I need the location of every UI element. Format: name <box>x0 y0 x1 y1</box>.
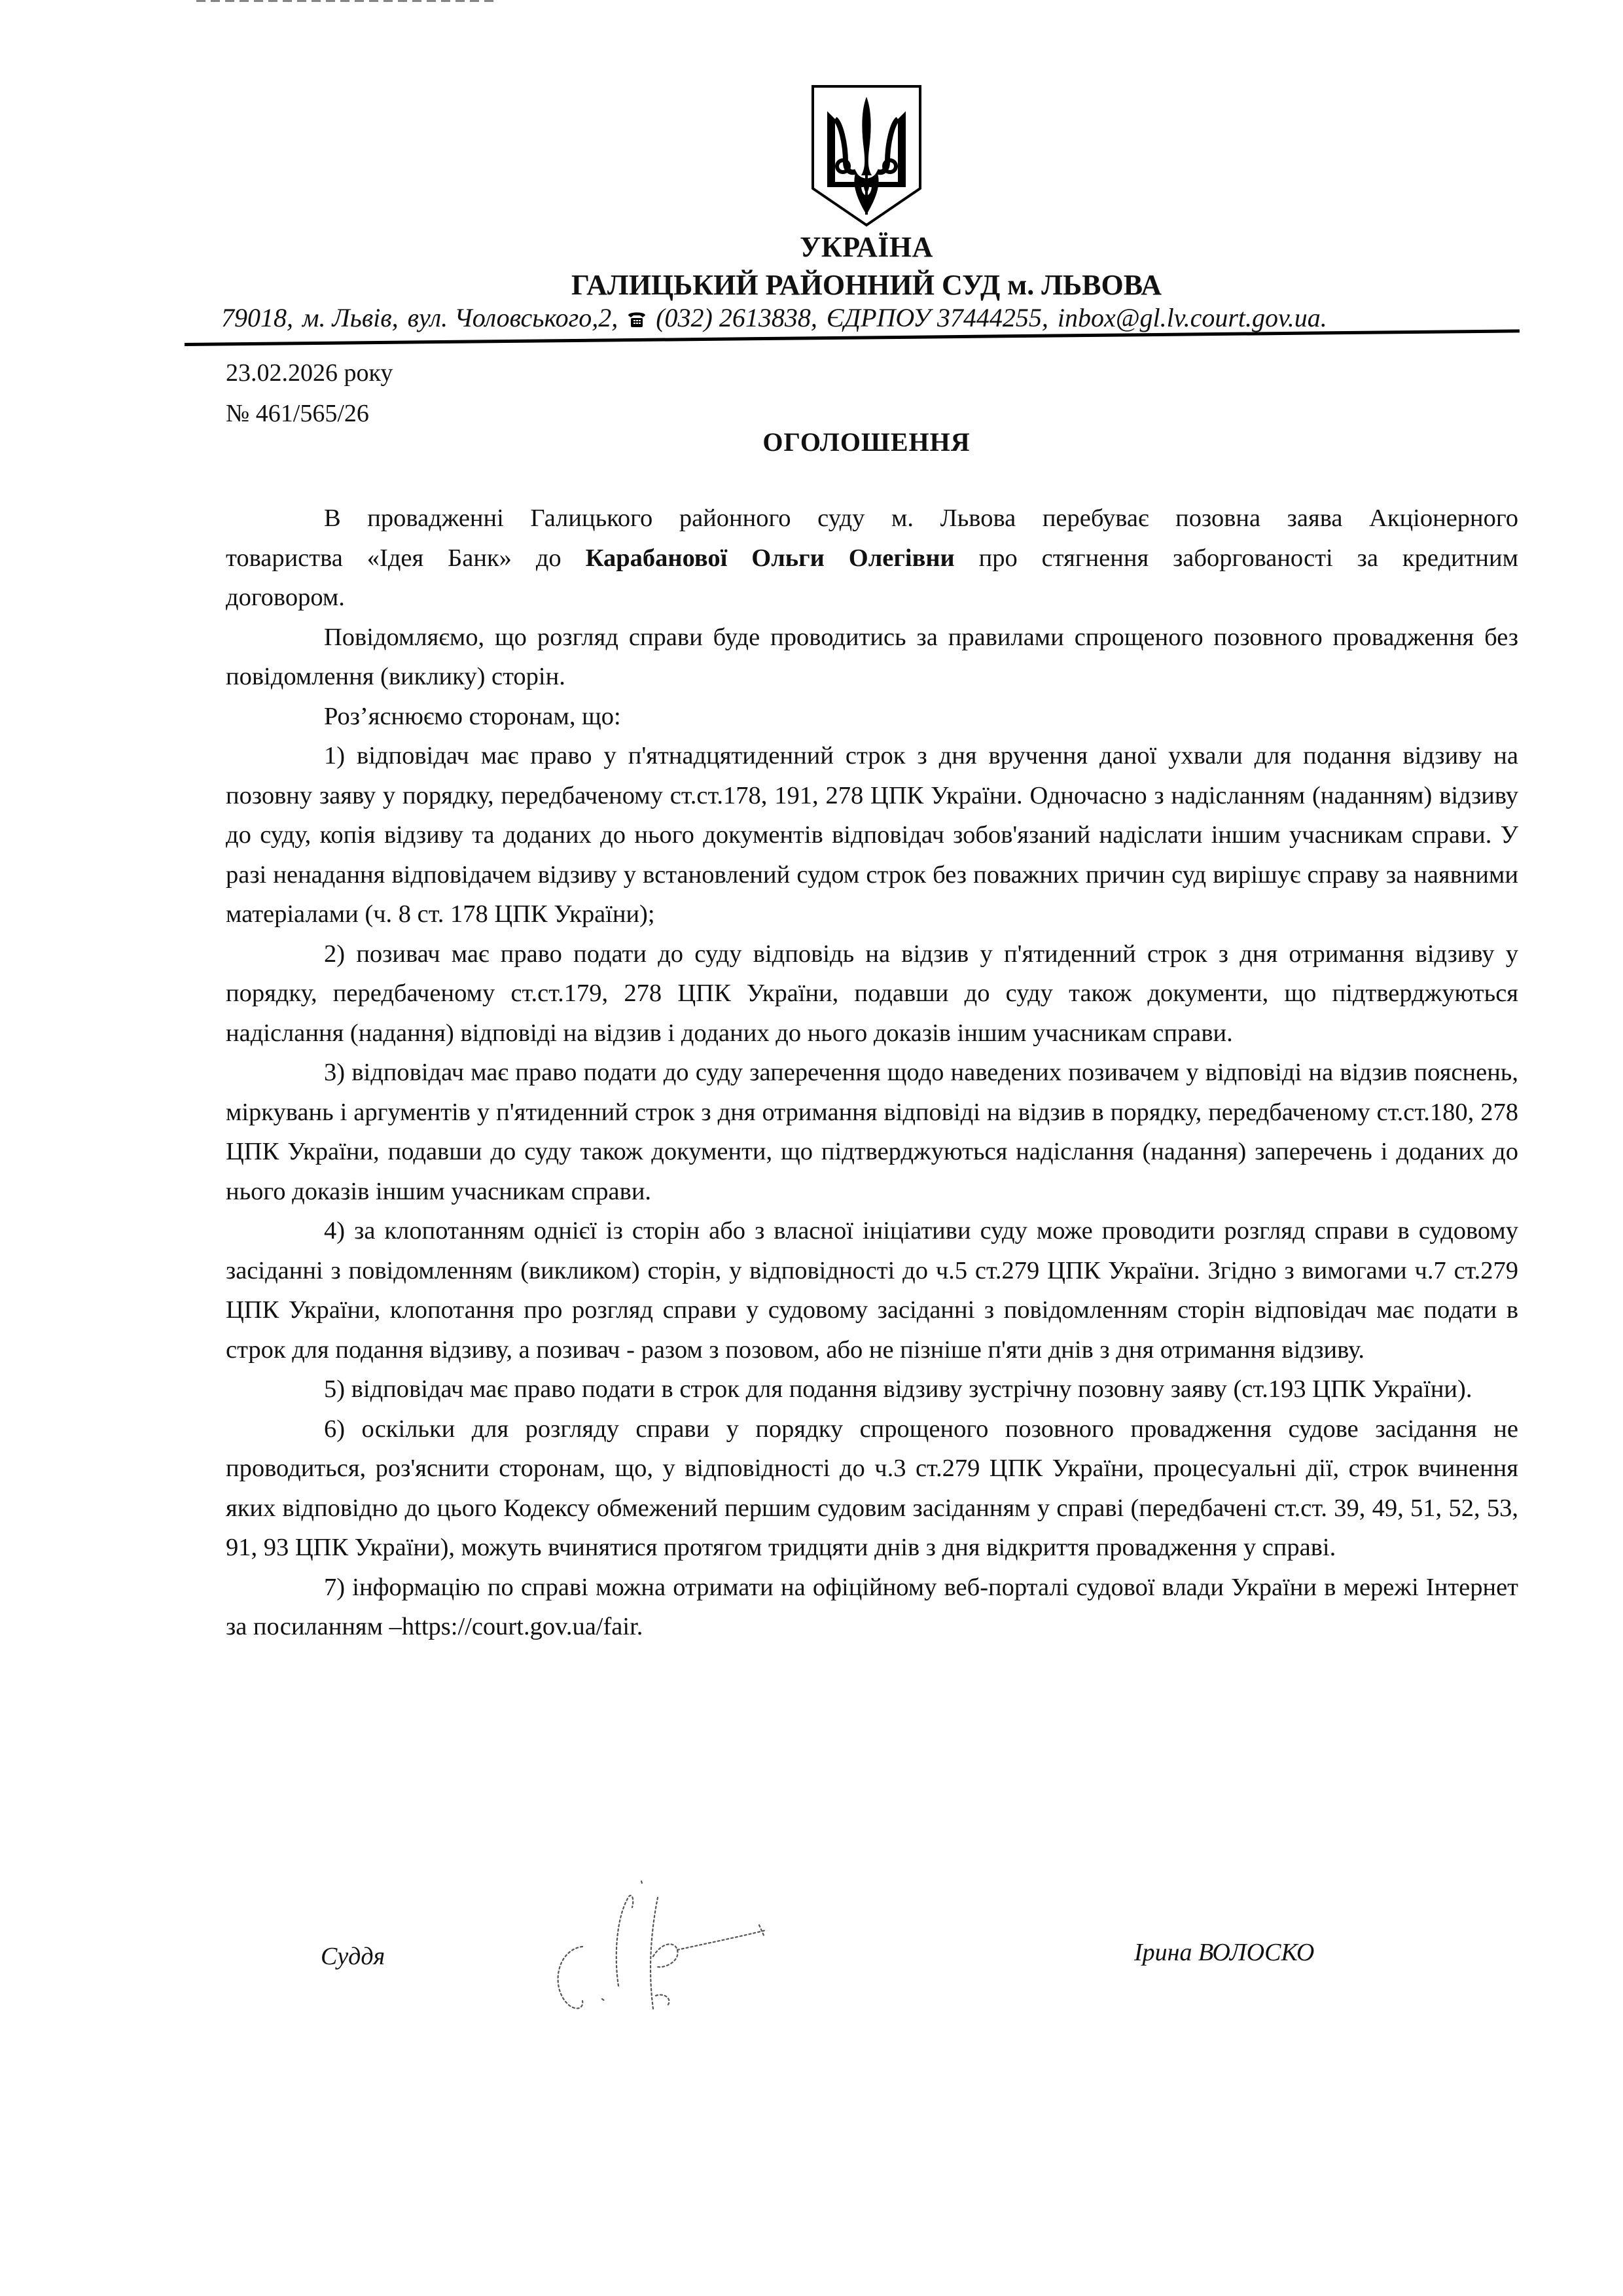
document-heading: ОГОЛОШЕННЯ <box>762 427 971 457</box>
signer-role: Суддя <box>321 1943 385 1970</box>
intro-text: В провадженні Галицького районного суду м. Львова перебуває позовна заява Акціонерного товариства «Ідея Банк» до <box>226 504 1518 572</box>
intro-paragraph <box>226 499 1518 618</box>
scan-artifact-rule <box>196 0 497 2</box>
court-title: ГАЛИЦЬКИЙ РАЙОННИЙ СУД м. ЛЬВОВА <box>571 269 1162 301</box>
list-item: 4) за клопотанням однієї із сторін або з власної ініціативи суду може проводити розгляд справи в судовому засіданні з повідомленням (викликом) сторін, у відповідності до ч.5 ст.279 ЦПК України. Згідно з вимогами ч.7 ст.279 ЦПК України, клопотання про розгляд справи у судовому засіданні з повідомленням сторін відповідач має подати в строк для подання відзиву, а позивач - разом з позовом, або не пізніше п'яти днів з дня отримання відзиву. <box>226 1217 1518 1364</box>
list-item: 3) відповідач має право подати до суду заперечення щодо наведених позивачем у відповіді на відзив пояснень, міркувань і аргументів у п'ятиденний строк з дня отримання відповіді на відзив в порядку, передбаченому ст.ст.180, 278 ЦПК України, подавши до суду також документи, що підтверджуються надіслання (надання) заперечень і доданих до нього доказів іншим учасникам справи. <box>226 1059 1518 1205</box>
list-item: 7) інформацію по справі можна отримати на офіційному веб-порталі судової влади України в мережі Інтернет за посиланням –https://court.gov.ua/fair. <box>226 1573 1518 1640</box>
address-email: inbox@gl.lv.court.gov.ua. <box>1057 303 1327 332</box>
trident-coat-of-arms-icon <box>809 84 924 228</box>
document-date: 23.02.2026 року <box>226 359 393 387</box>
list-item: 6) оскільки для розгляду справи у порядку спрощеного позовного провадження судове засідання не проводиться, роз'яснити сторонам, що, у відповідності до ч.3 ст.279 ЦПК України, процесуальні дії, строк вчинення яких відповідно до цього Кодексу обмежений першим судовим засіданням у справі (передбачені ст.ст. 39, 49, 51, 52, 53, 91, 93 ЦПК України), можуть вчинятися протягом тридцяти днів з дня відкриття провадження у справі. <box>226 1415 1518 1561</box>
country-title: УКРАЇНА <box>800 231 933 263</box>
list-item: 5) відповідач має право подати в строк для подання відзиву зустрічну позовну заяву (ст.193 ЦПК України). <box>324 1375 1472 1403</box>
explain-paragraph: Роз’яснюємо сторонам, що: <box>324 702 621 730</box>
address-phone: (032) 2613838, <box>656 303 817 332</box>
handwritten-signature-icon <box>543 1878 897 2015</box>
defendant-name: Карабанової Ольги Олегівни <box>585 544 955 572</box>
list-item: 2) позивач має право подати до суду відповідь на відзив у п'ятиденний строк з дня отримання відзиву у порядку, передбаченому ст.ст.179, 278 ЦПК України, подавши до суду також документи, що підтверджуються надіслання (надання) відповіді на відзив і доданих до нього доказів іншим учасникам справи. <box>226 940 1518 1047</box>
signer-name: Ірина ВОЛОСКО <box>1134 1939 1315 1966</box>
court-address-line <box>221 302 1524 333</box>
intro-text-end: про стягнення заборгованості за кредитним договором. <box>226 544 1519 611</box>
telephone-icon <box>627 304 647 323</box>
address-city: м. Львів, <box>302 303 399 332</box>
address-street: вул. Чоловського,2, <box>407 303 618 332</box>
address-postal: 79018, <box>221 303 293 332</box>
announcement-body <box>226 499 1518 1647</box>
address-edrpou: ЄДРПОУ 37444255, <box>826 303 1048 332</box>
document-number: № 461/565/26 <box>226 400 369 427</box>
list-item: 1) відповідач має право у п'ятнадцятиденний строк з дня вручення даної ухвали для подання відзиву на позовну заяву у порядку, передбаченому ст.ст.178, 191, 278 ЦПК України. Одночасно з надісланням (наданням) відзиву до суду, копія відзиву та доданих до нього документів відповідач зобов'язаний надіслати іншим учасникам справи. У разі ненадання відповідачем відзиву у встановлений судом строк без поважних причин суд вирішує справу за наявними матеріалами (ч. 8 ст. 178 ЦПК України); <box>226 742 1518 928</box>
notice-paragraph: Повідомляємо, що розгляд справи буде проводитись за правилами спрощеного позовного провадження без повідомлення (виклику) сторін. <box>226 623 1518 690</box>
